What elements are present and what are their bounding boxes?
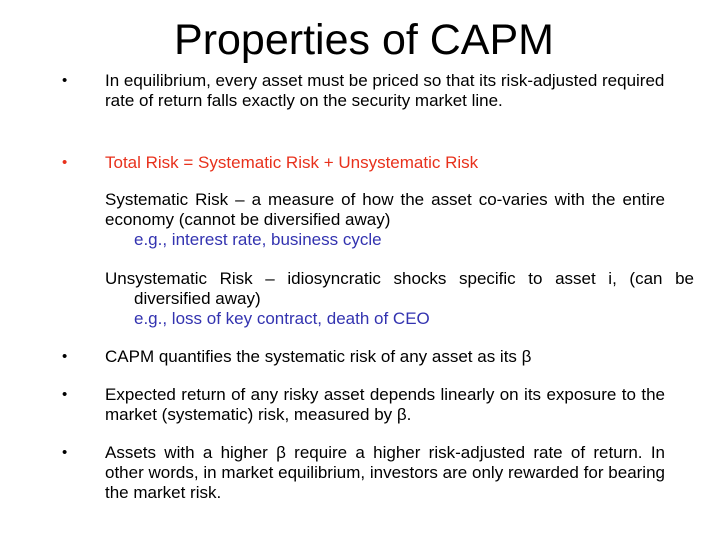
systematic-risk-definition: Systematic Risk – a measure of how the asset co-varies with the entire economy (cannot be diversified away): [105, 190, 665, 229]
bullet-4-icon: •: [62, 386, 68, 403]
bullet-5-icon: •: [62, 444, 68, 461]
bullet-1-icon: •: [62, 72, 68, 89]
bullet-1-text: In equilibrium, every asset must be priced so that its risk-adjusted required rate of return falls exactly on the security market line.: [105, 71, 665, 110]
bullet-2-text: Total Risk = Systematic Risk + Unsystematic Risk: [105, 153, 479, 172]
unsystematic-risk-definition: Unsystematic Risk – idiosyncratic shocks specific to asset i, (can be diversified away): [105, 269, 694, 308]
systematic-risk-example: e.g., interest rate, business cycle: [134, 230, 382, 249]
bullet-3-icon: •: [62, 348, 68, 365]
bullet-5-text: Assets with a higher β require a higher risk-adjusted rate of return. In other words, in market equilibrium, investors are only rewarded for bearing the market risk.: [105, 443, 665, 502]
bullet-3-text: CAPM quantifies the systematic risk of any asset as its β: [105, 347, 532, 366]
slide-title: Properties of CAPM: [174, 16, 554, 64]
bullet-4-text: Expected return of any risky asset depends linearly on its exposure to the market (systematic) risk, measured by β.: [105, 385, 665, 424]
bullet-2-icon: •: [62, 154, 68, 171]
unsystematic-risk-example: e.g., loss of key contract, death of CEO: [134, 309, 430, 328]
